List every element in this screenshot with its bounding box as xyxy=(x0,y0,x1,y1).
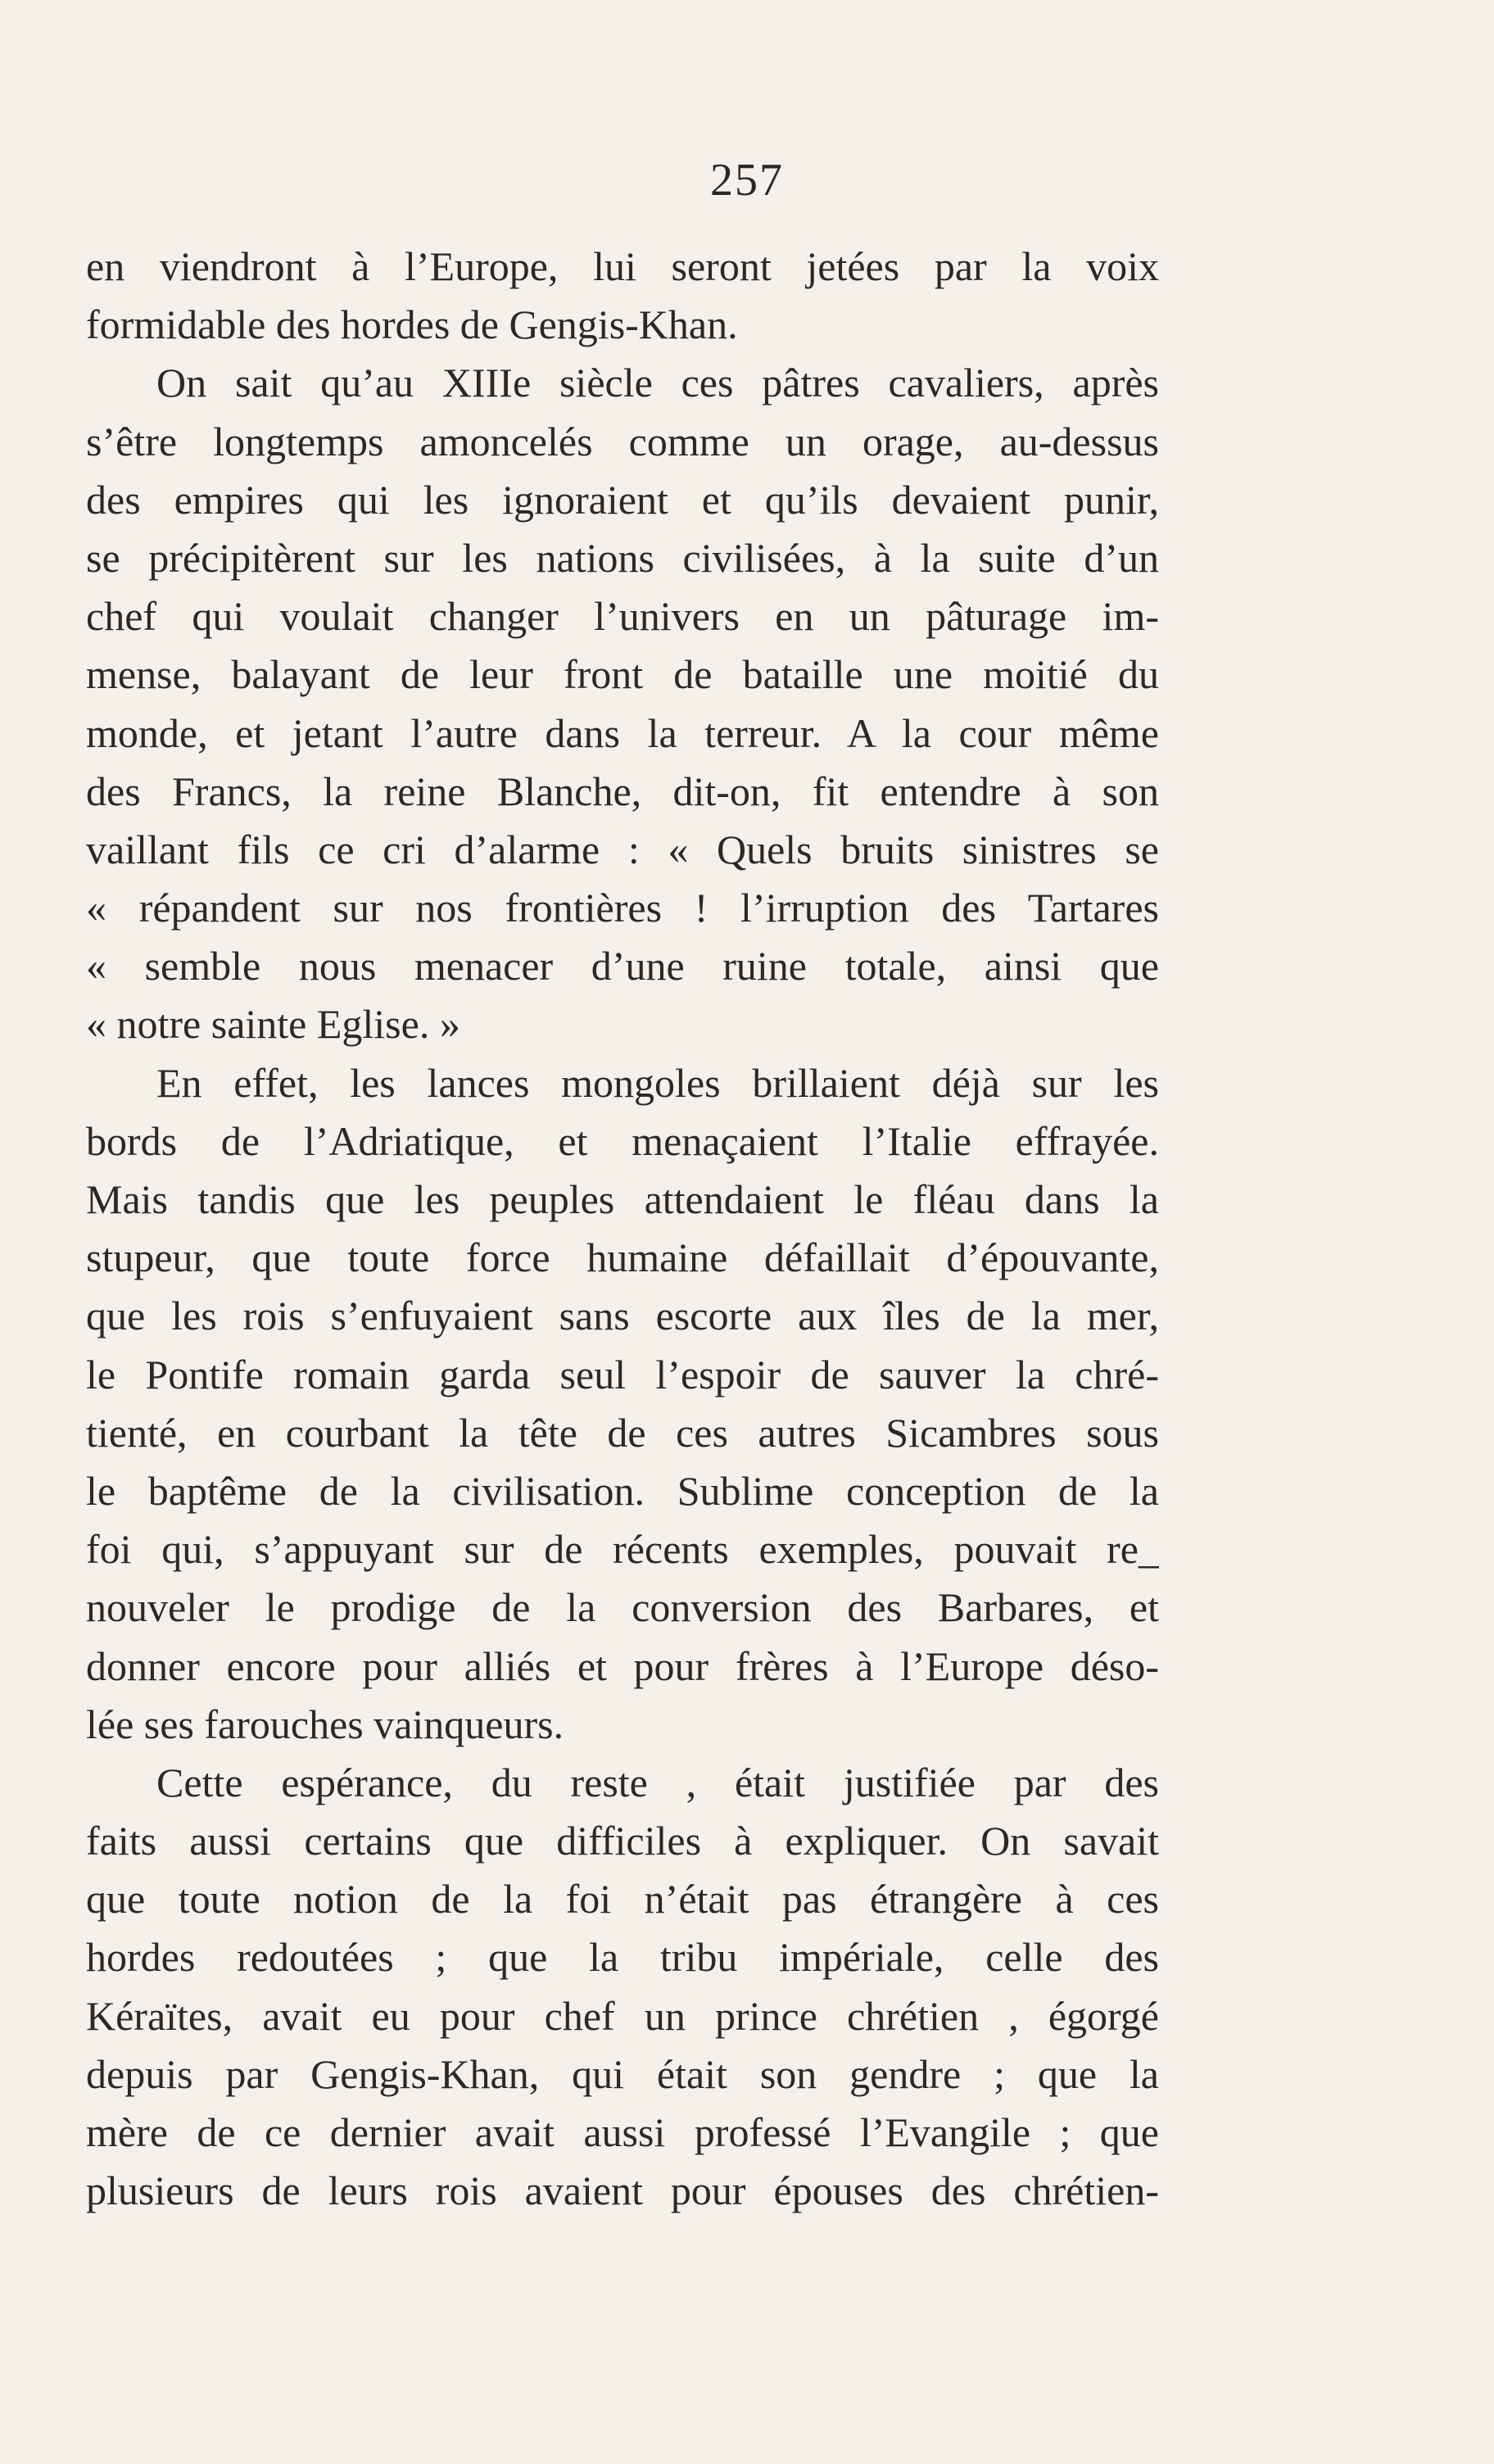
text-line: monde, et jetant l’autre dans la terreur. A la cour même xyxy=(86,709,1159,756)
text-line: formidable des hordes de Gengis-Khan. xyxy=(86,301,738,348)
text-line: tienté, en courbant la tête de ces autres Sicambres sous xyxy=(86,1409,1159,1456)
page-number: 257 xyxy=(710,155,784,206)
body-text xyxy=(86,238,1159,2220)
text-line: depuis par Gengis-Khan, qui était son gendre ; que la xyxy=(86,2050,1159,2097)
text-line: On sait qu’au XIIIe siècle ces pâtres cavaliers, après xyxy=(156,360,1159,406)
text-line: chef qui voulait changer l’univers en un pâturage im- xyxy=(86,593,1159,640)
text-line: Mais tandis que les peuples attendaient le fléau dans la xyxy=(86,1176,1159,1222)
text-line: le baptême de la civilisation. Sublime conception de la xyxy=(86,1467,1159,1514)
text-line: le Pontife romain garda seul l’espoir de sauver la chré- xyxy=(86,1351,1159,1397)
text-line: Kéraïtes, avait eu pour chef un prince chrétien , égorgé xyxy=(86,1992,1159,2039)
text-line: que les rois s’enfuyaient sans escorte aux îles de la mer, xyxy=(86,1293,1159,1339)
text-line: En effet, les lances mongoles brillaient déjà sur les xyxy=(156,1059,1159,1106)
text-line: des Francs, la reine Blanche, dit-on, fit entendre à son xyxy=(86,768,1159,814)
text-line: des empires qui les ignoraient et qu’ils devaient punir, xyxy=(86,476,1159,523)
text-line: lée ses farouches vainqueurs. xyxy=(86,1701,564,1747)
text-line: faits aussi certains que difficiles à expliquer. On savait xyxy=(86,1818,1159,1864)
text-line: bords de l’Adriatique, et menaçaient l’Italie effrayée. xyxy=(86,1117,1159,1164)
text-line: s’être longtemps amoncelés comme un orage, au-dessus xyxy=(86,418,1159,464)
text-line: hordes redoutées ; que la tribu impériale, celle des xyxy=(86,1934,1159,1981)
text-line: « semble nous menacer d’une ruine totale, ainsi que xyxy=(86,943,1159,990)
text-line: Cette espérance, du reste , était justifiée par des xyxy=(156,1759,1159,1805)
text-line: stupeur, que toute force humaine défaillait d’épouvante, xyxy=(86,1234,1159,1281)
text-line: vaillant fils ce cri d’alarme : « Quels bruits sinistres se xyxy=(86,826,1159,872)
text-line: nouveler le prodige de la conversion des Barbares, et xyxy=(86,1584,1159,1631)
text-line: en viendront à l’Europe, lui seront jetées par la voix xyxy=(86,243,1159,289)
text-line: mère de ce dernier avait aussi professé l’Evangile ; que xyxy=(86,2109,1159,2155)
text-line: donner encore pour alliés et pour frères à l’Europe déso- xyxy=(86,1642,1159,1689)
text-line: foi qui, s’appuyant sur de récents exemples, pouvait re_ xyxy=(86,1526,1159,1573)
text-line: que toute notion de la foi n’était pas étrangère à ces xyxy=(86,1876,1159,1923)
text-line: mense, balayant de leur front de bataille une moitié du xyxy=(86,651,1159,698)
text-line: « répandent sur nos frontières ! l’irruption des Tartares xyxy=(86,885,1159,931)
text-line: se précipitèrent sur les nations civilisées, à la suite d’un xyxy=(86,534,1159,581)
text-line: plusieurs de leurs rois avaient pour épouses des chrétien- xyxy=(86,2167,1159,2214)
text-line: « notre sainte Eglise. » xyxy=(86,1001,460,1048)
